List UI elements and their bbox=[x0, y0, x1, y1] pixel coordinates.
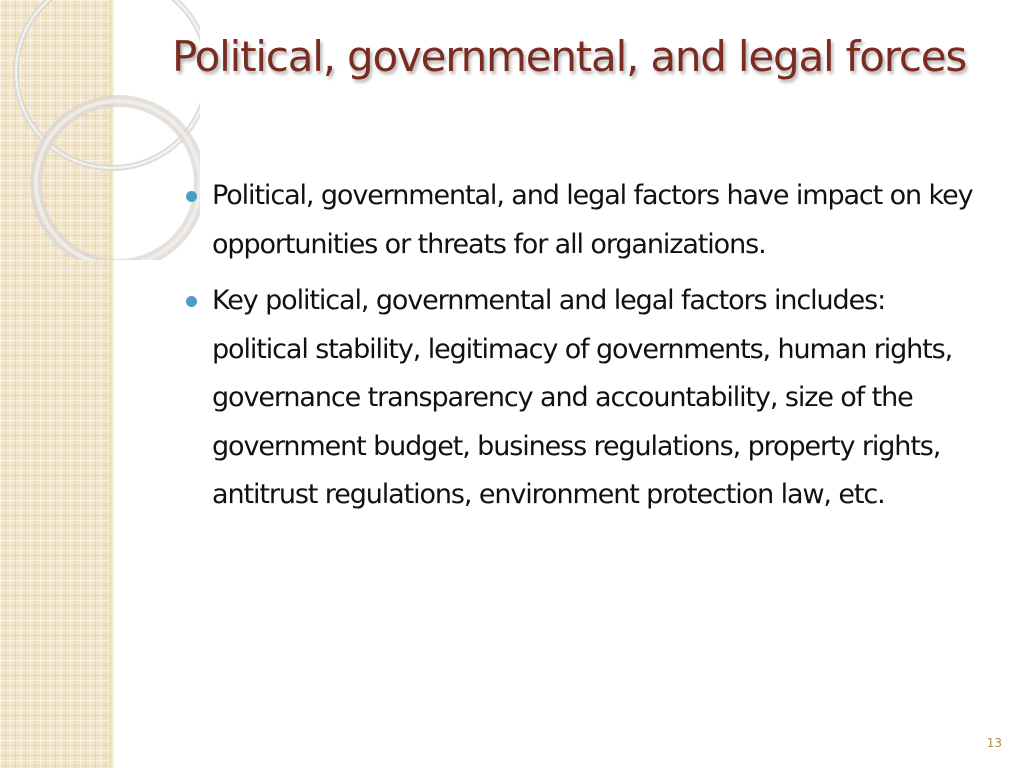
bullet-list bbox=[186, 172, 986, 528]
page-number: 13 bbox=[986, 736, 1002, 750]
bullet-dot-icon bbox=[186, 191, 197, 202]
bullet-item bbox=[186, 277, 986, 520]
bullet-text: Key political, governmental and legal factors includes: political stability, legitimacy of governments, human rights, governance transparency and accountability, size of the government budget, business regulations, property rights, antitrust regulations, environment protection law, etc. bbox=[212, 285, 953, 510]
decorative-circles bbox=[0, 0, 200, 260]
slide-title: Political, governmental, and legal forces bbox=[172, 32, 967, 81]
bullet-text: Political, governmental, and legal factors have impact on key opportunities or threats for all organizations. bbox=[212, 180, 973, 260]
bullet-dot-icon bbox=[186, 296, 197, 307]
bullet-item bbox=[186, 172, 986, 269]
